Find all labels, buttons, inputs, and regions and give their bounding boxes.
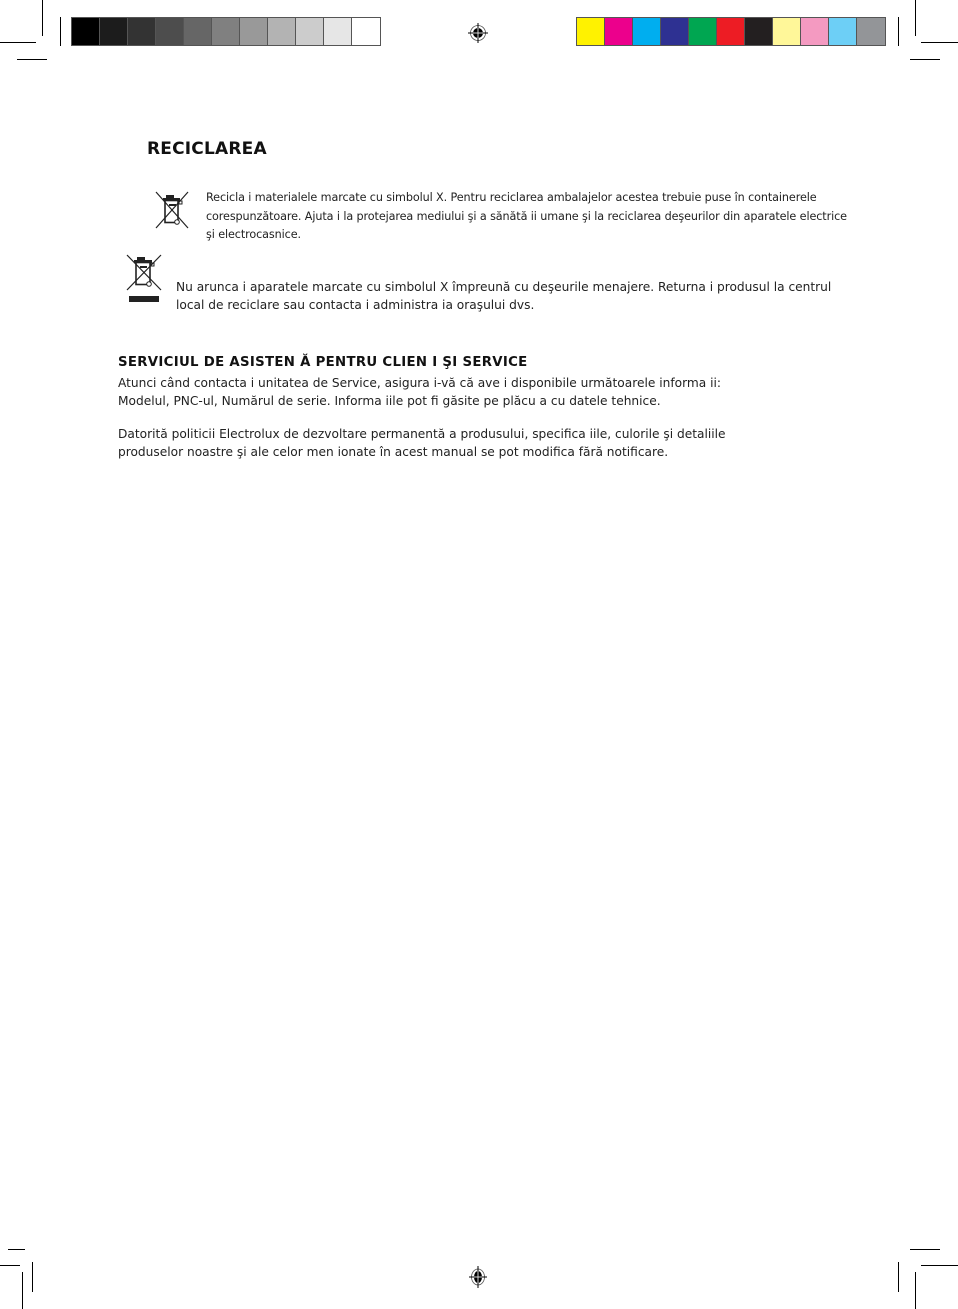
registration-mark-icon: [467, 22, 489, 44]
crossed-bin-icon: [154, 190, 190, 230]
crop-mark: [22, 1272, 23, 1309]
color-swatch: [745, 18, 773, 45]
crop-mark: [8, 1249, 25, 1250]
color-swatch: [324, 18, 352, 45]
crop-mark: [910, 59, 940, 60]
crop-mark: [898, 1262, 899, 1292]
color-swatch: [212, 18, 240, 45]
service-title: SERVICIUL DE ASISTEN Ă PENTRU CLIEN I ŞI SERVICE: [118, 355, 528, 370]
crop-mark: [17, 59, 47, 60]
service-contact-text: Atunci când contacta i unitatea de Service, asigura i-vă că ave i disponibile următoarele informa ii: Modelul, PNC-ul, Numărul de serie. Informa iile pot fi găsite pe plăcu a cu datele tehnice.: [118, 376, 721, 408]
recycling-item1-text: Recicla i materialele marcate cu simbolul X. Pentru reciclarea ambalajelor acestea trebuie puse în containerele corespunzătoare. Ajuta i la protejarea mediului şi a sănătă ii umane şi la reciclarea deşeurilor din aparatele electrice şi electrocasnice.: [206, 191, 847, 241]
crop-mark: [60, 17, 61, 46]
color-swatch: [128, 18, 156, 45]
color-swatch: [296, 18, 324, 45]
service-policy-text: Datorită politicii Electrolux de dezvoltare permanentă a produsului, specifica iile, culorile şi detaliile produselor noastre şi ale celor men ionate în acest manual se pot modifica fără notificare.: [118, 427, 726, 459]
color-swatch: [268, 18, 296, 45]
color-swatch: [184, 18, 212, 45]
crop-mark: [910, 1249, 940, 1250]
color-swatch: [773, 18, 801, 45]
crop-mark: [921, 42, 958, 43]
crop-mark: [915, 0, 916, 36]
color-swatch: [717, 18, 745, 45]
color-swatch: [352, 18, 380, 45]
color-swatch: [577, 18, 605, 45]
crop-mark: [0, 42, 36, 43]
color-swatch: [72, 18, 100, 45]
cmyk-color-bar: [576, 17, 886, 46]
recycling-item2-text: Nu arunca i aparatele marcate cu simbolul X împreună cu deşeurile menajere. Returna i produsul la centrul local de reciclare sau contacta i administra ia oraşului dvs.: [176, 280, 832, 312]
crop-mark: [32, 1262, 33, 1292]
crossed-bin-weee-icon: [125, 253, 163, 305]
registration-mark-icon: [467, 1266, 489, 1288]
color-swatch: [156, 18, 184, 45]
crop-mark: [915, 1272, 916, 1309]
color-swatch: [829, 18, 857, 45]
color-swatch: [689, 18, 717, 45]
color-swatch: [240, 18, 268, 45]
grayscale-color-bar: [71, 17, 381, 46]
recycling-title: RECICLAREA: [147, 139, 267, 159]
color-swatch: [801, 18, 829, 45]
color-swatch: [605, 18, 633, 45]
color-swatch: [633, 18, 661, 45]
crop-mark: [898, 17, 899, 46]
color-swatch: [857, 18, 885, 45]
crop-mark: [921, 1265, 958, 1266]
color-swatch: [661, 18, 689, 45]
crop-mark: [42, 0, 43, 36]
color-swatch: [100, 18, 128, 45]
crop-mark: [0, 1265, 20, 1266]
